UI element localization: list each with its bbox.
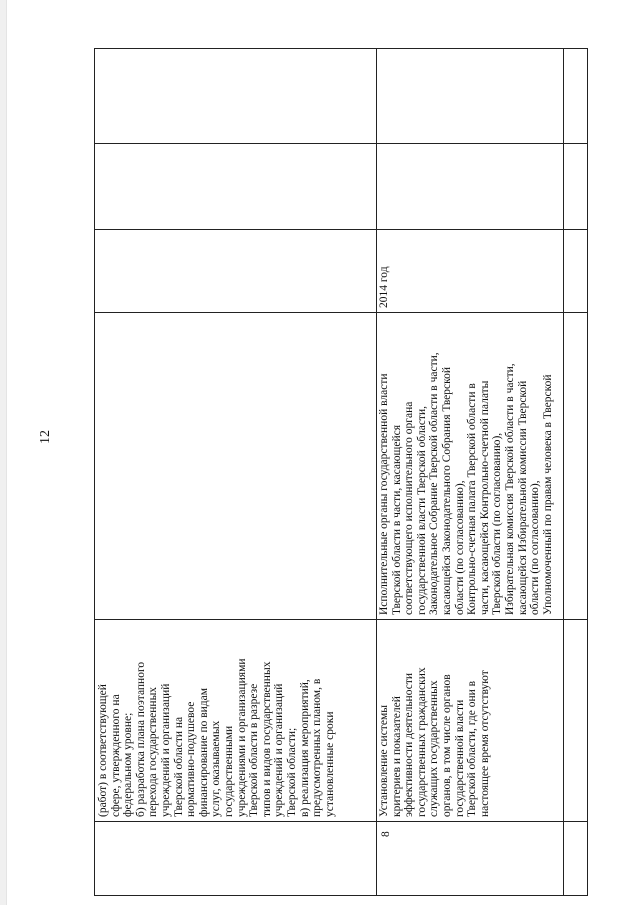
executor-line: Уполномоченный по правам человека в Тверской	[541, 374, 554, 615]
measure-line: Тверской области в разрезе	[248, 683, 261, 817]
measure-line: критериев и показателей	[390, 696, 403, 817]
row-number: 8	[380, 831, 392, 837]
measure-line: учреждений и организаций	[273, 683, 286, 817]
measure-line: нормативно-подушевое	[185, 701, 198, 817]
measure-line: настоящее время отсутствуют	[478, 670, 491, 817]
executor-line: Контрольно-счетная палата Тверской области в	[466, 383, 479, 615]
measure-line: Установление системы	[378, 705, 390, 817]
executor-line: области (по согласованию),	[529, 480, 542, 615]
measure-line: услуг, оказываемых	[210, 720, 223, 817]
measure-line: учреждениями и организациями	[235, 658, 248, 817]
table-edge-line	[563, 49, 564, 895]
measure-line: в) реализация мероприятий,	[298, 679, 311, 817]
measure-line: типов и видов государственных	[260, 661, 273, 817]
row2-measure-cell	[376, 619, 563, 821]
measure-line: предусмотренных планом, в	[311, 678, 324, 817]
row2-executors-cell	[376, 312, 563, 619]
measure-line: финансирование по видам	[197, 687, 210, 817]
row2-measure-text	[376, 619, 563, 821]
measure-line: эффективности деятельности	[403, 672, 416, 817]
row1-measure-text	[95, 619, 376, 821]
measure-line: установленные сроки	[323, 711, 336, 817]
measure-line: служащих государственных	[428, 680, 441, 817]
measure-line: государственной власти	[453, 699, 466, 817]
executor-line: Исполнительные органы государственной власти	[378, 373, 390, 615]
measure-line: перехода государственных	[147, 686, 160, 817]
executor-line: Тверской области в части, касающейся	[390, 424, 403, 615]
measure-line: Тверской области;	[285, 727, 298, 817]
measure-line: органов, в том числе органов	[440, 674, 453, 817]
executor-line: области (по согласованию),	[453, 480, 466, 615]
page-number: 12	[38, 430, 53, 444]
measure-line: б) разработка плана поэтапного	[134, 661, 147, 817]
row2-deadline-wrap	[376, 229, 563, 312]
measure-line: государственными	[222, 725, 235, 817]
row1-measure-cell	[95, 619, 376, 821]
measures-table	[94, 48, 588, 896]
measure-line: учреждений и организаций	[159, 683, 172, 817]
measure-line: Тверской области на	[172, 716, 185, 817]
measure-line: Тверской области, где они в	[466, 680, 479, 817]
executor-line: части, касающейся Контрольно-счетной палаты	[478, 380, 491, 615]
executor-line: Избирательная комиссия Тверской области в части,	[503, 363, 516, 615]
scan-edge	[0, 0, 7, 905]
executor-line: касающейся Избирательной комиссии Тверской	[516, 380, 529, 615]
deadline-text: 2014 год	[378, 266, 390, 308]
executor-line: государственной власти Тверской области,	[415, 406, 428, 615]
executor-line: Тверской области (по согласованию),	[491, 432, 504, 615]
row2-deadline-cell	[376, 229, 563, 312]
row2-executors-text	[376, 312, 563, 619]
measure-line: государственных гражданских	[415, 667, 428, 817]
executor-line: соответствующего исполнительного органа	[403, 401, 416, 615]
measure-line: сфере, утвержденного на	[109, 694, 122, 817]
column-divider-1	[95, 143, 587, 144]
executor-line: Законодательное Собрание Тверской области в части,	[428, 352, 441, 615]
measure-line: федеральном уровне;	[122, 712, 135, 817]
row2-number-cell	[376, 821, 563, 897]
measure-line: (работ) в соответствующей	[97, 684, 109, 817]
executor-line: касающейся Законодательного Собрания Тверской	[440, 366, 453, 615]
